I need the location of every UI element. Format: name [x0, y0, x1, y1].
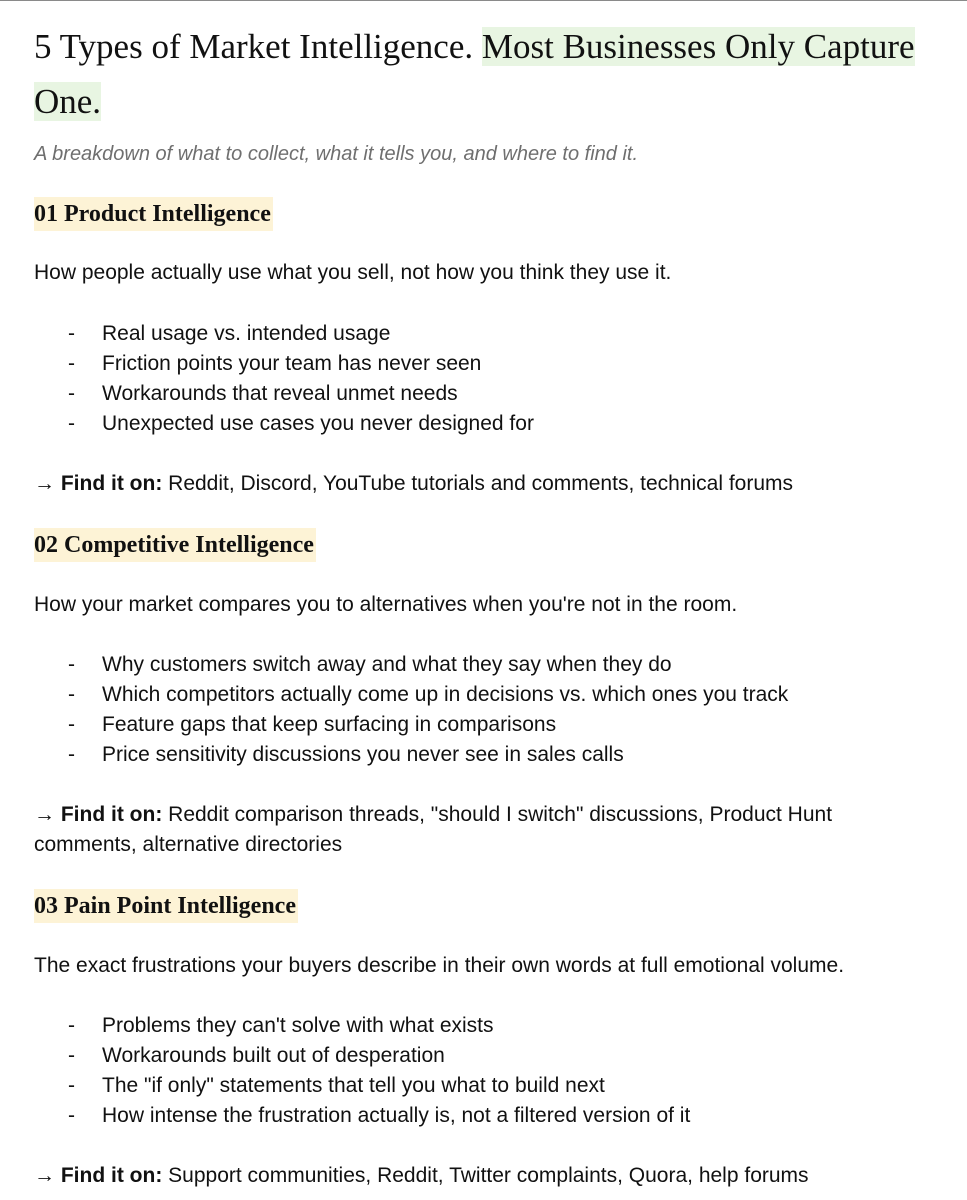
list-item-text: Real usage vs. intended usage	[102, 322, 391, 345]
find-it-on-pain-point	[34, 1161, 934, 1191]
bullet-list-product	[34, 319, 534, 439]
find-label: Find it on:	[60, 1164, 163, 1187]
page-subtitle: A breakdown of what to collect, what it tells you, and where to find it.	[34, 143, 639, 165]
bullet-dash: -	[68, 743, 75, 766]
list-item	[34, 1071, 690, 1101]
bullet-dash: -	[68, 382, 75, 405]
bullet-dash: -	[68, 1044, 75, 1067]
bullet-dash: -	[68, 653, 75, 676]
bullet-dash: -	[68, 322, 75, 345]
list-item-text: Problems they can't solve with what exists	[102, 1014, 494, 1037]
find-sources: Reddit, Discord, YouTube tutorials and comments, technical forums	[162, 472, 794, 495]
section-heading-pain-point: 03 Pain Point Intelligence	[34, 889, 298, 923]
list-item-text: Friction points your team has never seen	[102, 352, 482, 375]
section-heading-product: 01 Product Intelligence	[34, 197, 273, 231]
find-it-on-product	[34, 469, 934, 499]
list-item	[34, 740, 788, 770]
section-description-product: How people actually use what you sell, not how you think they use it.	[34, 261, 672, 284]
list-item	[34, 409, 534, 439]
bullet-dash: -	[68, 1074, 75, 1097]
list-item	[34, 349, 534, 379]
list-item-text: The "if only" statements that tell you what to build next	[102, 1074, 605, 1097]
arrow-icon: →	[34, 472, 55, 495]
bullet-dash: -	[68, 412, 75, 435]
bullet-dash: -	[68, 1014, 75, 1037]
bullet-list-pain-point	[34, 1011, 690, 1131]
list-item	[34, 1041, 690, 1071]
bullet-dash: -	[68, 713, 75, 736]
list-item-text: Price sensitivity discussions you never see in sales calls	[102, 743, 624, 766]
list-item	[34, 379, 534, 409]
section-description-pain-point: The exact frustrations your buyers describe in their own words at full emotional volume.	[34, 954, 845, 977]
find-label: Find it on:	[60, 472, 163, 495]
section-heading-competitive: 02 Competitive Intelligence	[34, 528, 316, 562]
list-item-text: Workarounds that reveal unmet needs	[102, 382, 458, 405]
arrow-icon: →	[34, 1164, 55, 1187]
page-title	[34, 19, 954, 129]
bullet-dash: -	[68, 683, 75, 706]
section-description-competitive: How your market compares you to alternatives when you're not in the room.	[34, 593, 738, 616]
find-it-on-competitive	[34, 800, 934, 860]
list-item	[34, 650, 788, 680]
list-item-text: How intense the frustration actually is, not a filtered version of it	[102, 1104, 691, 1127]
list-item-text: Feature gaps that keep surfacing in comparisons	[102, 713, 557, 736]
arrow-icon: →	[34, 803, 55, 826]
list-item-text: Which competitors actually come up in decisions vs. which ones you track	[102, 683, 789, 706]
find-label: Find it on:	[60, 803, 163, 826]
list-item	[34, 1011, 690, 1041]
list-item-text: Unexpected use cases you never designed for	[102, 412, 534, 435]
find-sources: Support communities, Reddit, Twitter complaints, Quora, help forums	[162, 1164, 809, 1187]
list-item	[34, 680, 788, 710]
bullet-dash: -	[68, 1104, 75, 1127]
title-highlighted: Most Businesses Only Capture One.	[34, 27, 915, 121]
list-item-text: Why customers switch away and what they say when they do	[102, 653, 672, 676]
list-item	[34, 1101, 690, 1131]
title-plain: 5 Types of Market Intelligence.	[34, 27, 482, 66]
bullet-dash: -	[68, 352, 75, 375]
list-item	[34, 710, 788, 740]
find-sources: Reddit comparison threads, "should I switch" discussions, Product Hunt comments, alternative directories	[34, 803, 833, 856]
list-item-text: Workarounds built out of desperation	[102, 1044, 445, 1067]
bullet-list-competitive	[34, 650, 788, 770]
list-item	[34, 319, 534, 349]
